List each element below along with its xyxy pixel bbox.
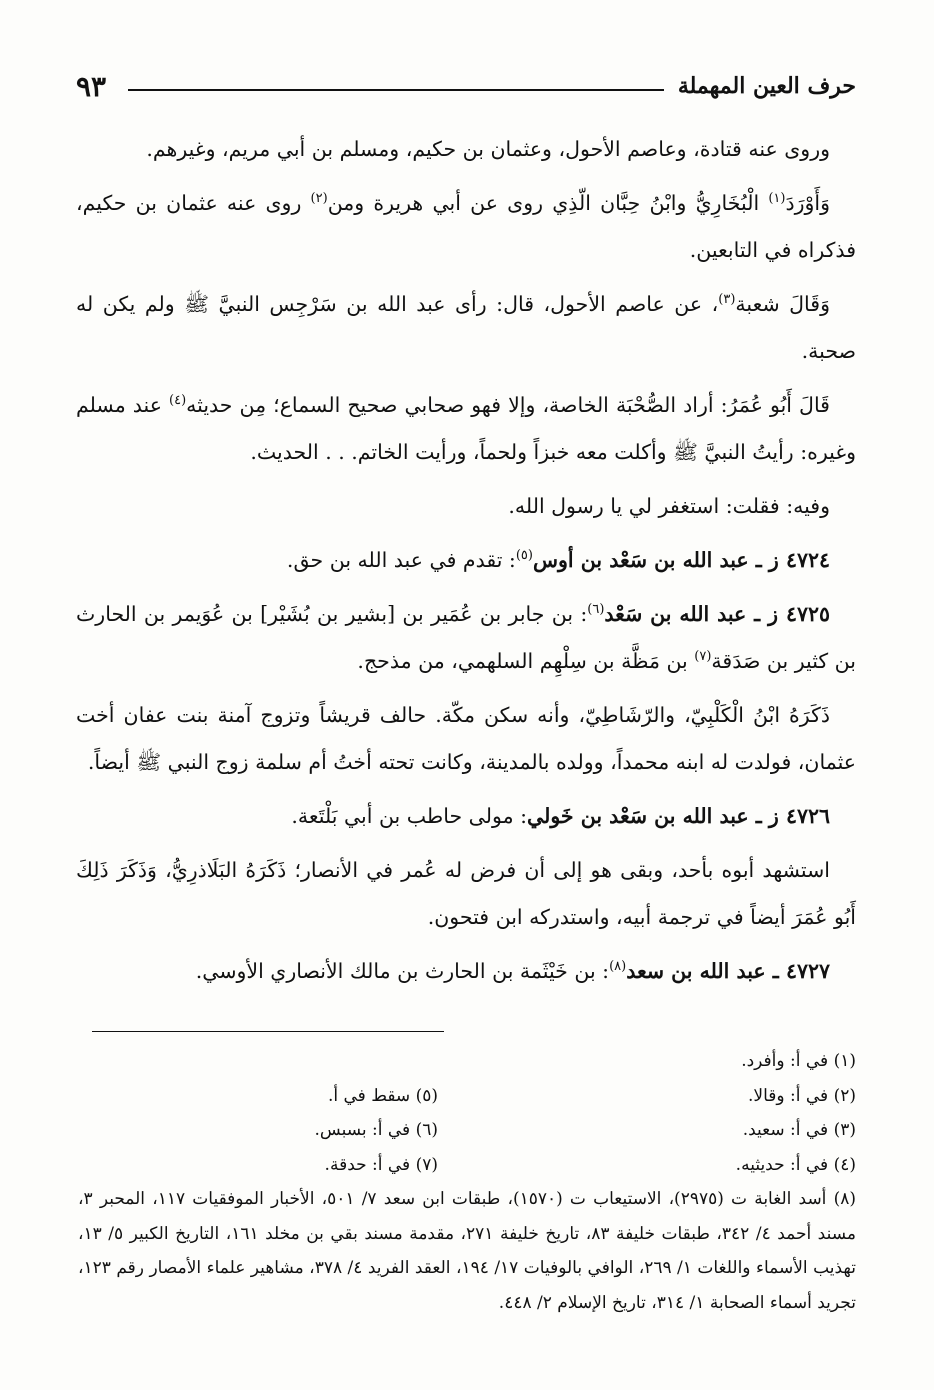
header-rule [128, 89, 664, 91]
footnote-3: (٣) في أ: سعيد. [742, 1120, 856, 1140]
paragraph-text: استشهد أبوه بأحد، وبقى هو إلى أن فرض له عُمر في الأنصار؛ ذَكَرَهُ البَلَاذرِيُّ، وَذَكَرَ ذَلِكَ أَبُو عُمَرَ أيضاً في ترجمة أبيه، واستدركه ابن فتحون. [76, 858, 856, 929]
entry-heading: ٤٧٢٥ ز ـ عبد الله بن سَعْد [604, 602, 830, 626]
paragraph-text: ذَكَرَهُ ابْنُ الْكَلْبِيّ، والرّشَاطِيّ، وأنه سكن مكّة. حالف قريشاً وتزوج آمنة بنت عفان أخت عثمان، فولدت له ابنه محمداً، وولده بالمدينة، وكانت تحته أختُ أم سلمة زوج النبي ﷺ أيضاً. [76, 703, 856, 774]
footnote-8: (٨) أسد الغابة ت (٢٩٧٥)، الاستيعاب ت (١٥٧٠)، طبقات ابن سعد ٧/ ٥٠١، الأخبار الموفقيات ١١٧، المحبر ٣، مسند أحمد ٤/ ٣٤٢، طبقات خليفة ٨٣، تاريخ خليفة ٢٧١، مقدمة مسند بقي بن مخلد ١٦١، التاريخ الكبير ٥/ ١٣، تهذيب الأسماء واللغات ١/ ٢٦٩، الوافي بالوفيات ١٧/ ١٩٤، العقد الفريد ٤/ ٣٧٨، مشاهير علماء الأمصار رقم ١٢٣، تجريد أسماء الصحابة ١/ ٣١٤، تاريخ الإسلام ٢/ ٤٤٨. [78, 1189, 857, 1313]
chapter-title: حرف العين المهملة [677, 73, 856, 99]
paragraph-text: روى عنه عثمان بن حكيم، فذكراه في التابعين. [76, 191, 856, 262]
footnote-ref: (٢) [310, 191, 328, 207]
footnote-separator [92, 1031, 444, 1032]
footnote-6: (٦) في أ: بسبس. [314, 1120, 438, 1140]
paragraph [76, 126, 856, 173]
entry-4724 [76, 537, 856, 584]
entry-text: : مولى حاطب بن أبي بَلْتَعة. [291, 804, 527, 828]
entry-4726 [76, 793, 856, 840]
footnote-ref: (٣) [718, 292, 736, 308]
footnote-4: (٤) في أ: حديثيه. [735, 1154, 856, 1175]
footnote-row [78, 1113, 856, 1148]
paragraph-text: عند مسلم وغيره: رأيتُ النبيَّ ﷺ وأكلت معه خبزاً ولحماً، ورأيت الخاتم. . . الحديث. [76, 393, 856, 464]
footnote-row [78, 1079, 856, 1114]
paragraph [76, 180, 856, 274]
paragraph-text: ، عن عاصم الأحول، قال: رأى عبد الله بن سَرْجِس النبيَّ ﷺ ولم يكن له صحبة. [76, 292, 856, 363]
paragraph [76, 847, 856, 941]
paragraph [76, 382, 856, 476]
paragraph-text: وروى عنه قتادة، وعاصم الأحول، وعثمان بن حكيم، ومسلم بن أبي مريم، وغيرهم. [146, 137, 830, 161]
entry-heading: ٤٧٢٤ ز ـ عبد الله بن سَعْد بن أوس [532, 548, 830, 572]
footnote-1: (١) في أ: وأفرد. [741, 1051, 856, 1071]
paragraph-text: وَأَوْرَدَ [785, 191, 831, 215]
main-text [76, 126, 856, 1002]
entry-heading: ٤٧٢٧ ـ عبد الله بن سعد [626, 959, 830, 983]
footnote-7: (٧) في أ: حدقة. [324, 1154, 438, 1175]
paragraph-text: وَقَالَ شعبة [735, 292, 830, 316]
footnote-ref: (٨) [609, 959, 627, 975]
entry-text: : بن جابر بن عُمَير بن [بشير بن بُشَيْر] بن عُوَيمر بن الحارث بن كثير بن صَدَقة [76, 602, 856, 673]
page-number: ٩٣ [76, 69, 107, 103]
paragraph-text: وفيه: فقلت: استغفر لي يا رسول الله. [508, 494, 830, 518]
footnote-ref: (١) [768, 191, 786, 207]
entry-text: بن مَظَّة بن سِلْهِم السلهمي، من مذحج. [357, 649, 695, 673]
paragraph-text: قَالَ أَبُو عُمَرُ: أراد الصُّحْبَة الخاصة، وإلا فهو صحابي صحيح السماع؛ مِن حديثه [186, 393, 830, 417]
footnote-2: (٢) في أ: وقالا. [748, 1085, 856, 1106]
footnote-ref: (٤) [169, 393, 187, 409]
footnote-row [78, 1148, 856, 1183]
entry-4727 [76, 948, 856, 995]
running-header [76, 66, 856, 106]
paragraph [76, 483, 856, 530]
footnote-ref: (٧) [694, 649, 712, 665]
footnote-ref: (٦) [587, 602, 605, 618]
paragraph-text: الْبُخَارِيُّ وابْنُ حِبَّان الّذِي روى عن أبي هريرة ومن [327, 191, 769, 215]
entry-text: : بن خَيْثَمة بن الحارث بن مالك الأنصاري الأوسي. [195, 959, 610, 983]
footnotes [78, 1044, 856, 1320]
entry-heading: ٤٧٢٦ ز ـ عبد الله بن سَعْد بن خَولي [527, 804, 830, 828]
entry-text: : تقدم في عبد الله بن حق. [286, 548, 516, 572]
footnote-row [78, 1044, 856, 1079]
footnote-ref: (٥) [515, 548, 533, 564]
paragraph [76, 281, 856, 375]
paragraph [76, 692, 856, 786]
footnote-5: (٥) سقط في أ. [327, 1085, 438, 1106]
entry-4725 [76, 591, 856, 685]
